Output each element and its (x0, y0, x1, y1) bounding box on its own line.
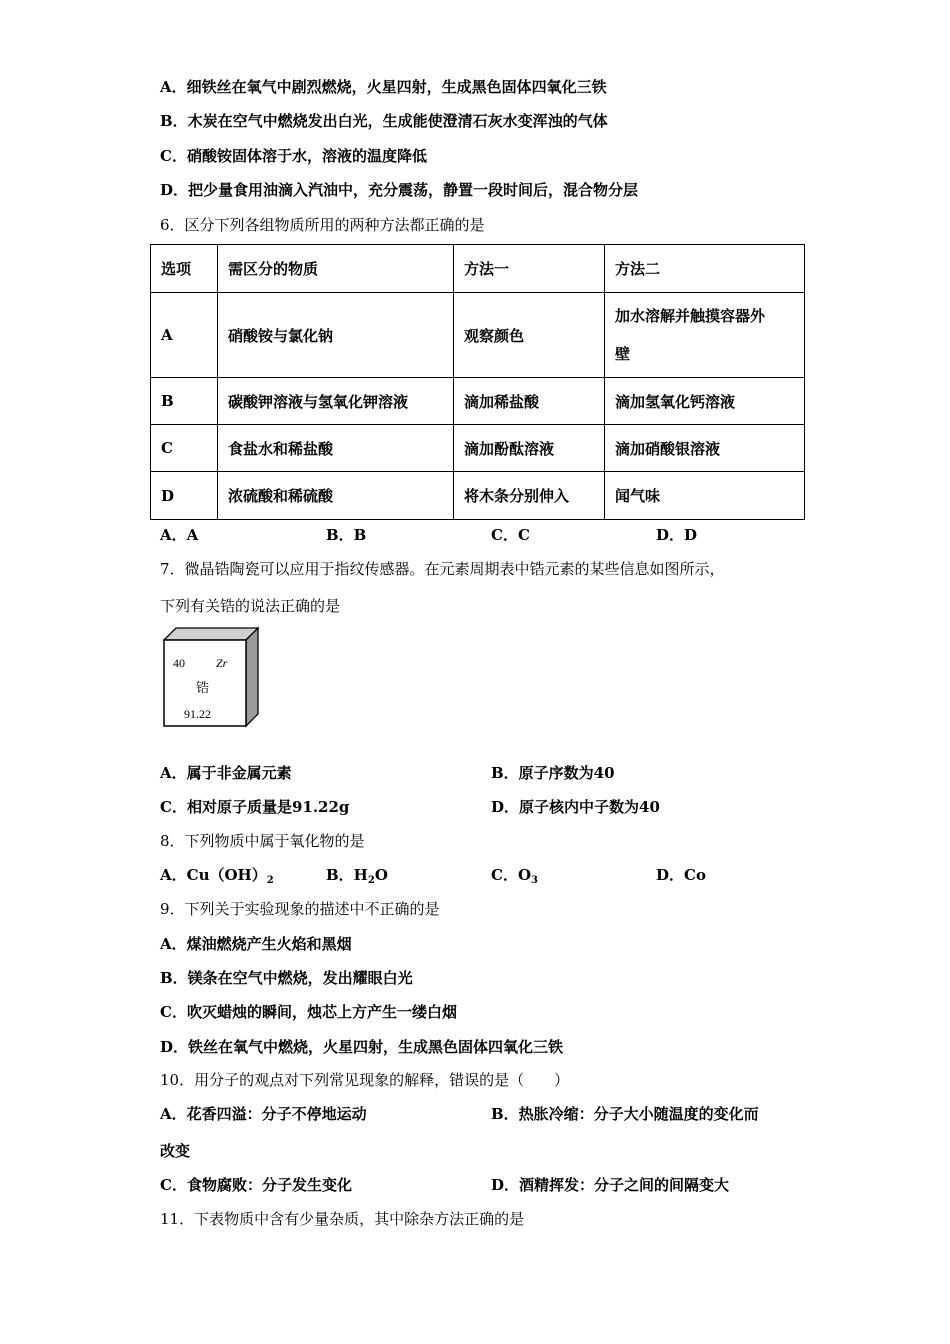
table-cell: 将木条分别伸入 (454, 472, 605, 520)
table-row (151, 293, 805, 378)
table-cell: 观察颜色 (454, 293, 605, 378)
element-atomic-mass: 91.22 (184, 707, 211, 721)
q10-stem: 10．用分子的观点对下列常见现象的解释，错误的是（ ） (160, 1071, 570, 1089)
q5-option-a: A．细铁丝在氧气中剧烈燃烧，火星四射，生成黑色固体四氧化三铁 (160, 78, 607, 96)
table-cell: 滴加酚酞溶液 (454, 425, 605, 472)
table-header-cell: 需区分的物质 (218, 245, 454, 293)
table-header-cell: 方法二 (605, 245, 805, 293)
q8-option-b-text: B．H (326, 866, 368, 884)
table-header-row (151, 245, 805, 293)
table-cell: 闻气味 (605, 472, 805, 520)
table-cell: 滴加稀盐酸 (454, 378, 605, 425)
table-cell: 食盐水和稀盐酸 (218, 425, 454, 472)
q8-option-d: D．Co (656, 866, 706, 884)
table-cell: 滴加硝酸银溶液 (605, 425, 805, 472)
table-cell: 滴加氢氧化钙溶液 (605, 378, 805, 425)
q11-stem: 11．下表物质中含有少量杂质，其中除杂方法正确的是 (160, 1210, 525, 1228)
zirconium-element-cube (162, 626, 262, 728)
q7-option-c: C．相对原子质量是91.22g (160, 798, 350, 816)
element-name: 锆 (196, 681, 210, 696)
q6-answer-a: A．A (160, 526, 199, 544)
table-cell: 硝酸铵与氯化钠 (218, 293, 454, 378)
q7-option-a: A．属于非金属元素 (160, 764, 292, 782)
q9-option-d: D．铁丝在氧气中燃烧，火星四射，生成黑色固体四氧化三铁 (160, 1038, 564, 1056)
table-header-cell: 方法一 (454, 245, 605, 293)
q10-option-a: A．花香四溢：分子不停地运动 (160, 1105, 367, 1123)
subscript: 2 (367, 875, 375, 886)
q8-stem: 8．下列物质中属于氧化物的是 (160, 832, 365, 850)
q10-option-d: D．酒精挥发：分子之间的间隔变大 (491, 1176, 730, 1194)
q8-option-a (160, 864, 274, 886)
table-cell: A (151, 293, 218, 378)
q10-option-b-continued: 改变 (160, 1142, 191, 1160)
table-cell (605, 293, 805, 378)
q10-option-c: C．食物腐败：分子发生变化 (160, 1176, 352, 1194)
element-atomic-number: 40 (173, 656, 185, 670)
q6-answer-c: C．C (491, 526, 530, 544)
q8-option-c (491, 864, 538, 886)
q7-stem-line1: 7．微晶锆陶瓷可以应用于指纹传感器。在元素周期表中锆元素的某些信息如图所示， (160, 560, 725, 578)
table-cell: B (151, 378, 218, 425)
table-row (151, 472, 805, 520)
table-cell: D (151, 472, 218, 520)
q6-table (150, 244, 805, 520)
q9-option-b: B．镁条在空气中燃烧，发出耀眼白光 (160, 969, 413, 987)
q8-option-b (326, 864, 388, 886)
q5-option-b: B．木炭在空气中燃烧发出白光，生成能使澄清石灰水变浑浊的气体 (160, 112, 608, 130)
table-header-cell: 选项 (151, 245, 218, 293)
q6-stem: 6．区分下列各组物质所用的两种方法都正确的是 (160, 216, 485, 234)
table-row (151, 425, 805, 472)
table-cell-line: 加水溶解并触摸容器外 (615, 307, 766, 325)
table-cell: C (151, 425, 218, 472)
q9-option-c: C．吹灭蜡烛的瞬间，烛芯上方产生一缕白烟 (160, 1003, 457, 1021)
q8-option-b-text-end: O (374, 866, 388, 884)
q5-option-d: D．把少量食用油滴入汽油中，充分震荡，静置一段时间后，混合物分层 (160, 181, 639, 199)
q9-option-a: A．煤油燃烧产生火焰和黑烟 (160, 935, 352, 953)
q7-option-d: D．原子核内中子数为40 (491, 798, 660, 816)
q8-option-c-text: C．O (491, 866, 532, 884)
q10-option-b: B．热胀冷缩：分子大小随温度的变化而 (491, 1105, 759, 1123)
subscript: 3 (531, 875, 538, 886)
table-cell: 碳酸钾溶液与氢氧化钾溶液 (218, 378, 454, 425)
q7-stem-line2: 下列有关锆的说法正确的是 (160, 597, 341, 615)
table-cell: 浓硫酸和稀硫酸 (218, 472, 454, 520)
table-row (151, 378, 805, 425)
subscript: 2 (266, 875, 274, 886)
q8-option-a-text: A．Cu（OH） (160, 866, 267, 884)
table-cell-line: 壁 (615, 345, 631, 363)
q6-answer-b: B．B (326, 526, 367, 544)
q9-stem: 9．下列关于实验现象的描述中不正确的是 (160, 900, 440, 918)
q7-option-b: B．原子序数为40 (491, 764, 615, 782)
q5-option-c: C．硝酸铵固体溶于水，溶液的温度降低 (160, 147, 427, 165)
q6-answer-d: D．D (656, 526, 698, 544)
element-symbol: Zr (216, 656, 228, 670)
